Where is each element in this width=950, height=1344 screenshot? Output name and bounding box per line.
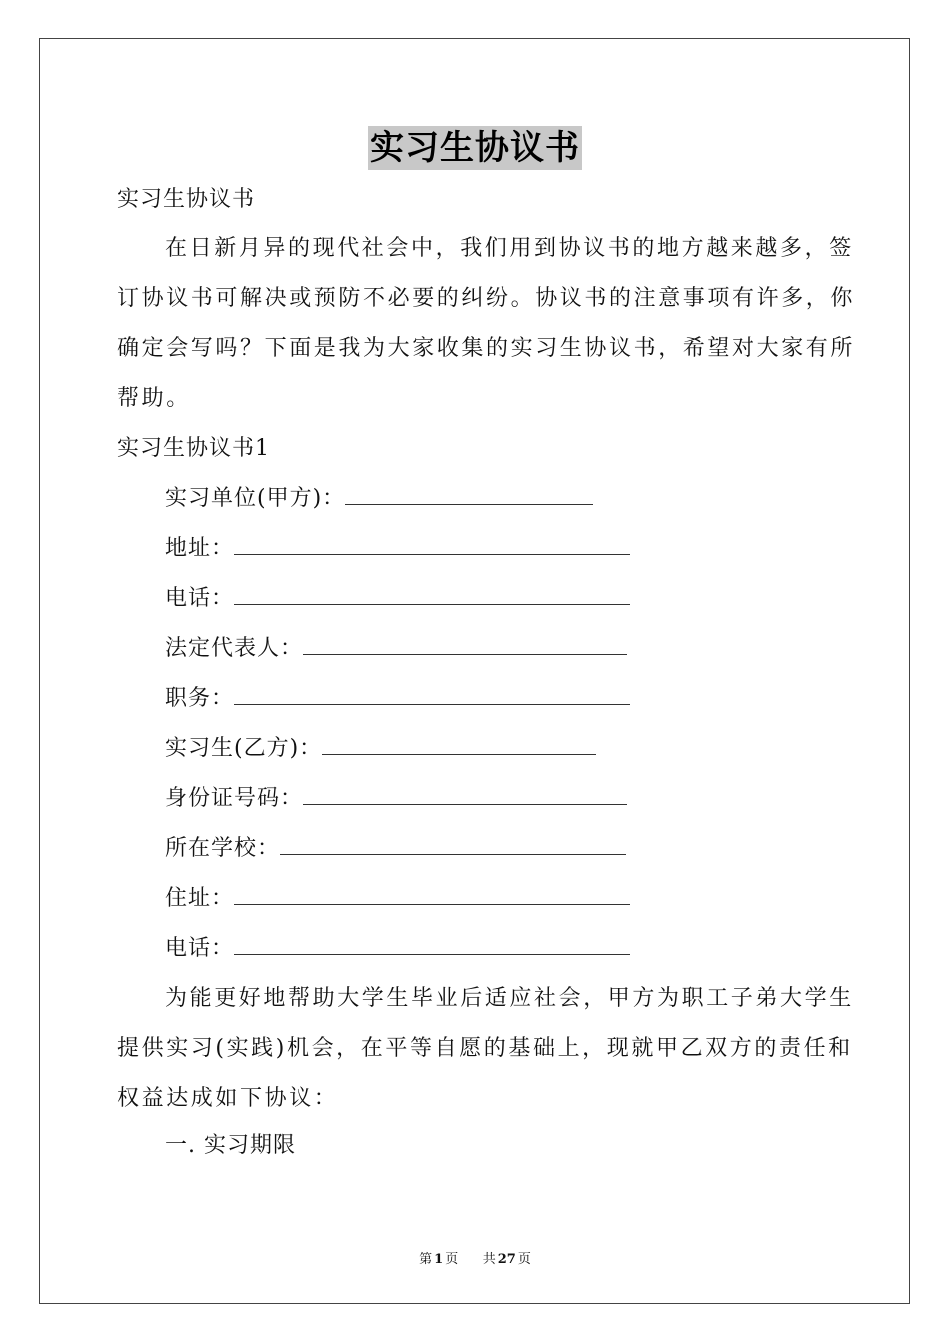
field-residence — [165, 884, 630, 914]
page-number: 1 — [434, 1252, 444, 1267]
intro-line: 帮助。 — [117, 386, 191, 411]
title-container — [0, 126, 950, 170]
field-employer — [165, 484, 593, 514]
field-label: 职务： — [165, 686, 235, 711]
field-label: 地址： — [165, 536, 235, 561]
blank-line — [303, 634, 627, 655]
intro-line: 确定会写吗？下面是我为大家收集的实习生协议书，希望对大家有所 — [117, 336, 856, 361]
blank-line — [345, 484, 593, 505]
section-heading: 实习生协议书1 — [117, 436, 270, 461]
blank-line — [303, 784, 627, 805]
field-position — [165, 684, 630, 714]
body-line: 权益达成如下协议： — [117, 1086, 339, 1111]
field-intern — [165, 734, 596, 764]
field-label: 电话： — [165, 936, 235, 961]
clause-heading: 一. 实习期限 — [165, 1133, 296, 1158]
field-label: 电话： — [165, 586, 235, 611]
field-label: 实习生(乙方)： — [165, 736, 323, 761]
field-label: 身份证号码： — [165, 786, 304, 811]
page-footer — [0, 1248, 950, 1267]
field-label: 所在学校： — [165, 836, 281, 861]
blank-line — [234, 584, 630, 605]
agreement-paragraph — [117, 984, 854, 1134]
document-subtitle: 实习生协议书 — [117, 187, 256, 212]
field-phone — [165, 584, 630, 614]
field-label: 住址： — [165, 886, 235, 911]
page-indicator — [417, 1252, 460, 1267]
blank-line — [234, 934, 630, 955]
intro-line: 订协议书可解决或预防不必要的纠纷。协议书的注意事项有许多，你 — [117, 286, 856, 311]
blank-line — [322, 734, 596, 755]
field-school — [165, 834, 626, 864]
blank-line — [234, 884, 630, 905]
page-prefix: 第 — [419, 1252, 433, 1267]
field-label: 法定代表人： — [165, 636, 304, 661]
document-title: 实习生协议书 — [370, 128, 580, 168]
total-prefix: 共 — [482, 1252, 496, 1267]
intro-paragraph — [117, 234, 856, 434]
intro-line: 在日新月异的现代社会中，我们用到协议书的地方越来越多，签 — [165, 236, 854, 261]
total-pages: 27 — [497, 1252, 516, 1267]
field-label: 实习单位(甲方)： — [165, 486, 346, 511]
field-address — [165, 534, 630, 564]
total-indicator — [481, 1252, 533, 1267]
field-legal-rep — [165, 634, 627, 664]
body-line: 为能更好地帮助大学生毕业后适应社会，甲方为职工子弟大学生 — [165, 986, 854, 1011]
total-suffix: 页 — [517, 1252, 531, 1267]
blank-line — [234, 534, 630, 555]
body-line: 提供实习(实践)机会，在平等自愿的基础上，现就甲乙双方的责任和 — [117, 1036, 853, 1061]
blank-line — [234, 684, 630, 705]
field-id-number — [165, 784, 627, 814]
field-phone-2 — [165, 934, 630, 964]
blank-line — [280, 834, 626, 855]
page-suffix: 页 — [445, 1252, 459, 1267]
